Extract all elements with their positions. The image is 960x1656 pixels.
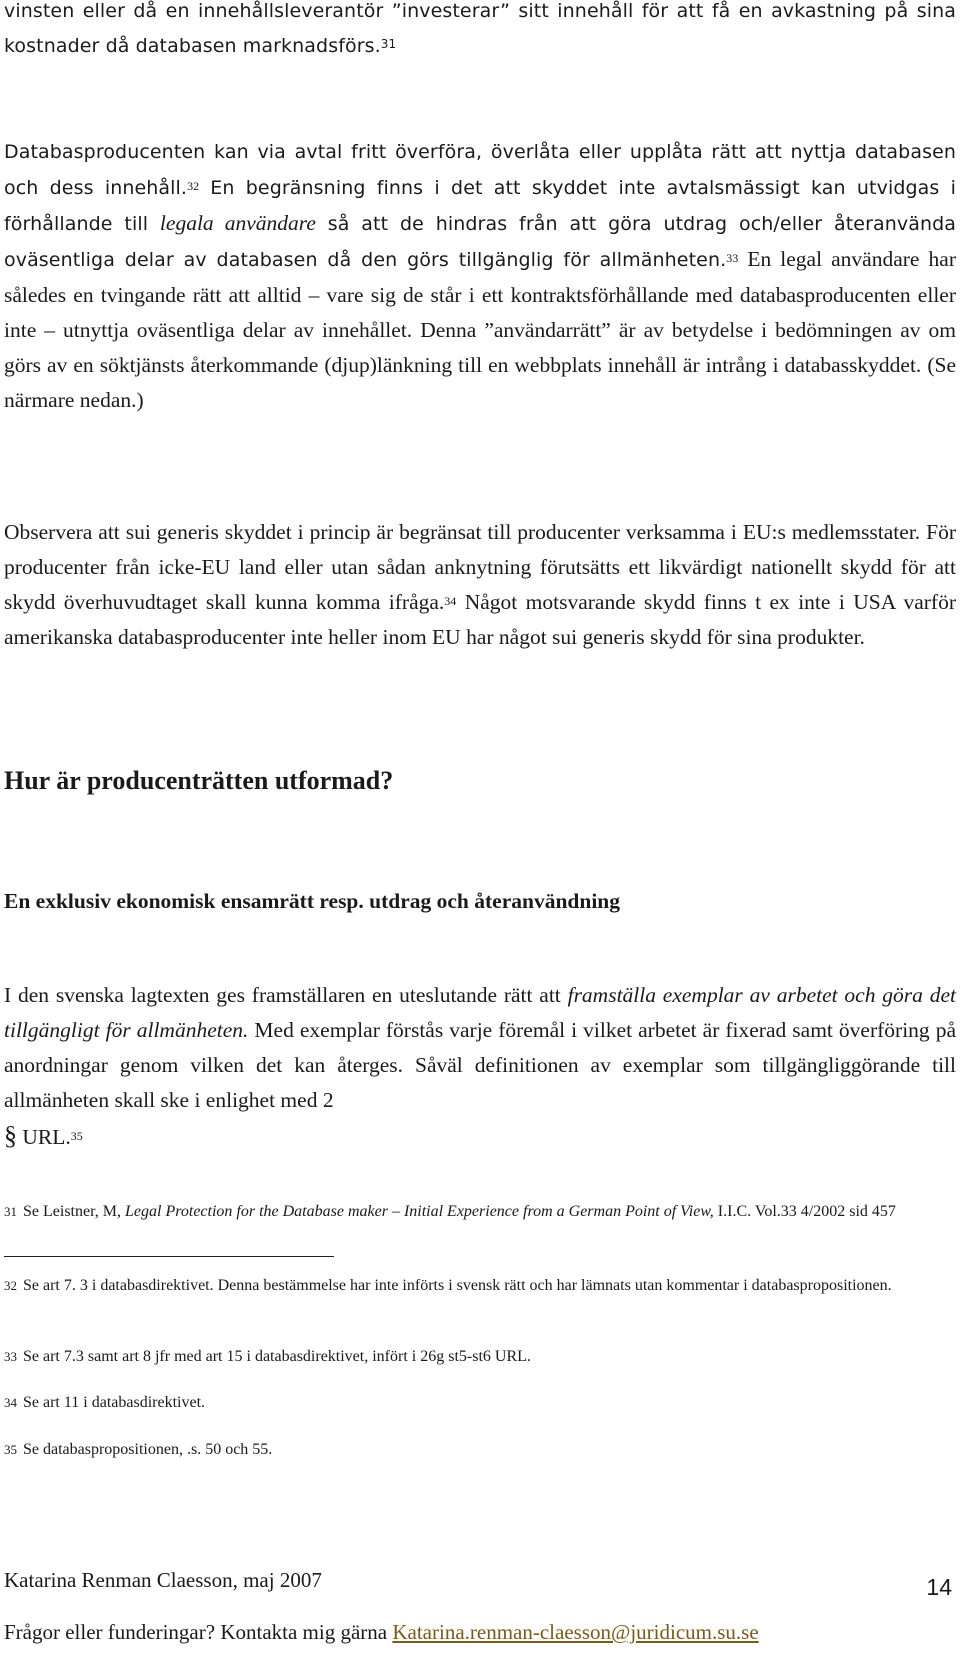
- contact-email-link[interactable]: Katarina.renman-claesson@juridicum.su.se: [392, 1620, 759, 1644]
- footer-author-date: Katarina Renman Claesson, maj 2007: [4, 1568, 322, 1592]
- footnote-31: 31 Se Leistner, M, Legal Protection for the Database maker – Initial Experience from a German Point of View, I.I.C. Vol.33 4/2002 sid 457: [4, 1203, 896, 1220]
- paragraph-exclusive-right: I den svenska lagtexten ges framställaren en uteslutande rätt att framställa exemplar av arbetet och göra det tillgängligt för allmänheten. Med exemplar förstås varje föremål i vilket arbetet är fixerad samt överföring på anordningar genom vilken det kan återges. Såväl definitionen av exemplar som tillgängliggörande till allmänheten skall ske i enlighet med 2 § URL.$^{35}$: [4, 983, 957, 1150]
- footnote-ref-34[interactable]: 34: [444, 594, 457, 608]
- footnote-33: 33 Se art 7.3 samt art 8 jfr med art 15 i databasdirektivet, infört i 26g st5-st6 URL.: [4, 1348, 531, 1365]
- footnote-ref-32[interactable]: 32: [187, 179, 200, 193]
- footnote-ref-33[interactable]: 33: [726, 251, 739, 265]
- section-heading: Hur är producenträtten utformad?: [4, 766, 394, 795]
- paragraph-producer-rights: Databasproducenten kan via avtal fritt överföra, överlåta eller upplåta rätt att nyttja databasen och dess innehåll.$^{32}$ En begränsning finns i det att skyddet inte avtalsmässigt kan utvidgas i förhållande till legala användare så att de hindras från att göra utdrag och/eller återanvända oväsentliga delar av databasen då den görs tillgänglig för allmänheten.$^{33}$ En legal användare har således en tvingande rätt att alltid – vare sig de står i ett kontraktsförhållande med databasproducenten eller inte – utnyttja oväsentliga delar av innehållet. Denna ”användarrätt” är av betydelse i bedömningen av om görs av en söktjänsts återkommande (djup)länkning till en webbplats innehåll är intrång i databasskyddet. (Se närmare nedan.): [4, 141, 957, 412]
- footer-contact: Frågor eller funderingar? Kontakta mig gärna Katarina.renman-claesson@juridicum.su.se: [4, 1620, 759, 1644]
- footnote-separator: [4, 1256, 334, 1257]
- footnote-34: 34 Se art 11 i databasdirektivet.: [4, 1394, 206, 1411]
- page-number: 14: [926, 1574, 952, 1600]
- italic-term: framställa exemplar av arbetet och göra det tillgängligt för allmänheten.: [4, 983, 956, 1042]
- subsection-heading: En exklusiv ekonomisk ensamrätt resp. utdrag och återanvändning: [4, 889, 621, 913]
- footnote-ref-31[interactable]: 31: [380, 37, 397, 51]
- section-sign: §: [4, 1121, 17, 1150]
- italic-term: legala användare: [159, 211, 316, 235]
- footnote-32: 32 Se art 7. 3 i databasdirektivet. Denna bestämmelse har inte införts i svensk rätt och har lämnats utan kommentar i databaspropositionen.: [4, 1277, 892, 1294]
- paragraph-continuation: vinsten eller då en innehållsleverantör ”investerar” sitt innehåll för att få en avkastning på sina kostnader då databasen marknadsförs.$^{31}$: [4, 0, 956, 57]
- paragraph-eu-scope: Observera att sui generis skyddet i princip är begränsat till producenter verksamma i EU:s medlemsstater. För producenter från icke-EU land eller utan sådan anknytning förutsätts ett likvärdigt nationellt skydd för att skydd överhuvudtaget skall kunna komma ifråga.$^{34}$ Något motsvarande skydd finns t ex inte i USA varför amerikanska databasproducenter inte heller inom EU har något sui generis skydd för sina produkter.: [4, 520, 956, 649]
- footnote-35: 35 Se databaspropositionen, .s. 50 och 55.: [4, 1441, 273, 1458]
- footnote-ref-35[interactable]: 35: [70, 1129, 83, 1143]
